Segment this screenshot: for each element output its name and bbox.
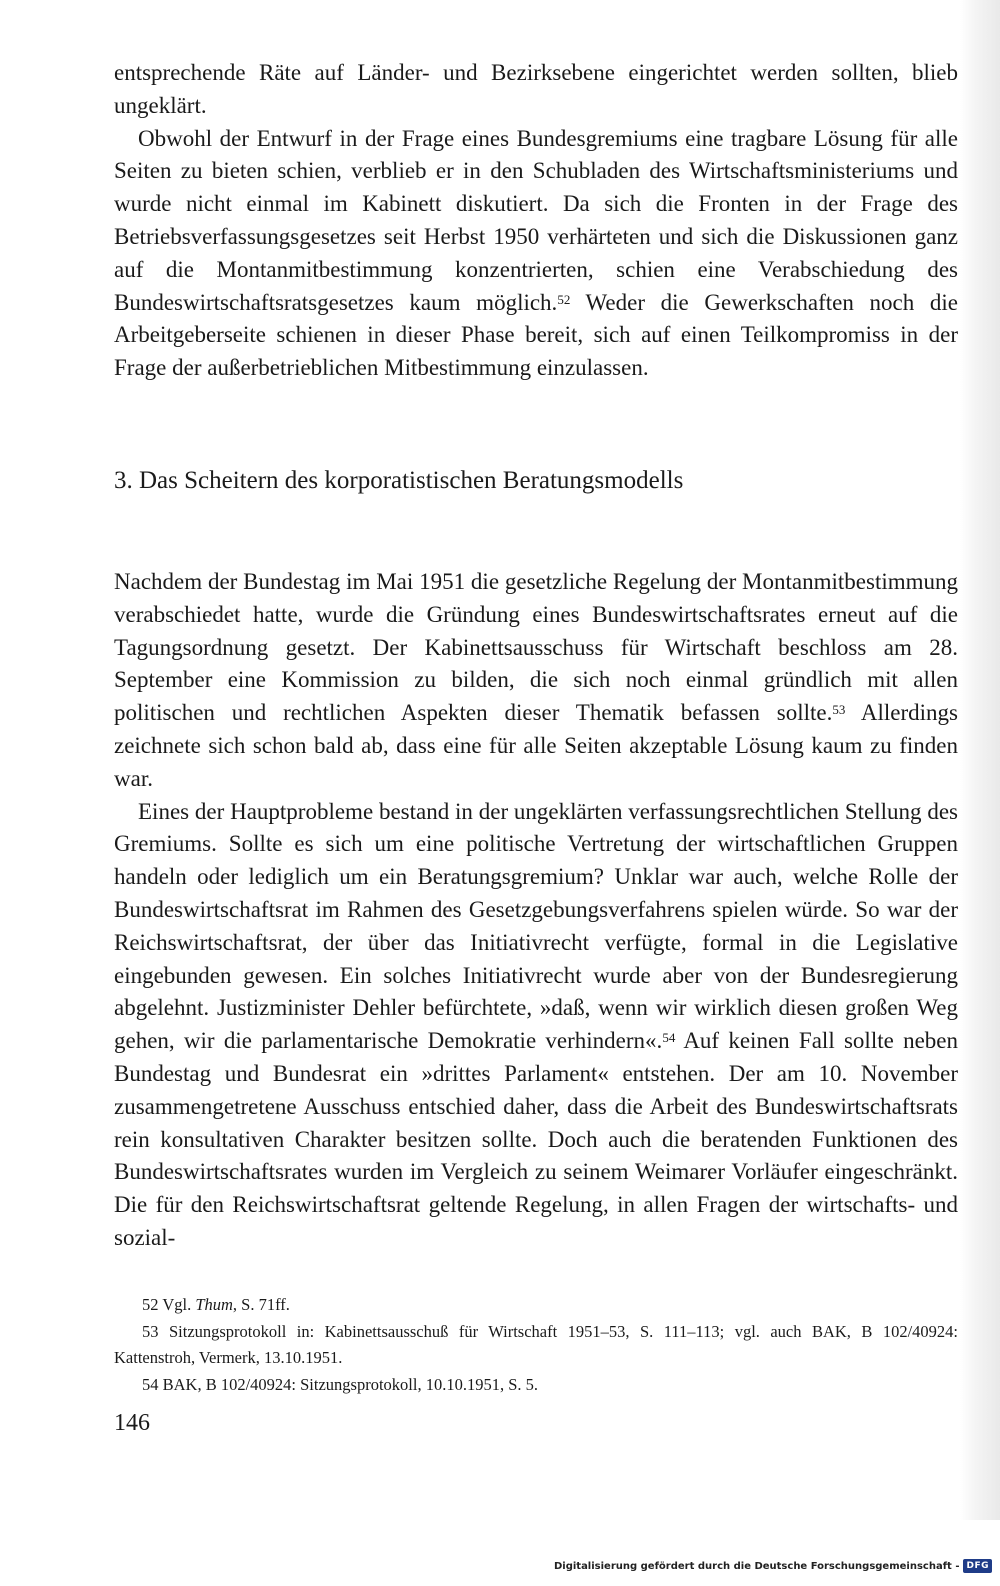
facing-page-edge bbox=[960, 0, 1000, 1520]
footnote-number: 52 bbox=[142, 1295, 159, 1314]
paragraph bbox=[114, 796, 958, 1255]
paragraph-text: Weder die Gewerkschaften noch die Arbeitgeberseite schienen in dieser Phase bereit, sich auf einen Teilkompromiss in der Frage der außerbetrieblichen Mitbestimmung einzulassen. bbox=[114, 289, 958, 381]
footnote bbox=[114, 1372, 958, 1399]
footnote-author: Thum bbox=[195, 1295, 233, 1314]
paragraph bbox=[114, 123, 958, 385]
page-number: 146 bbox=[114, 1410, 150, 1436]
paragraph bbox=[114, 566, 958, 796]
footnote-number: 53 bbox=[142, 1321, 159, 1341]
footnote bbox=[114, 1319, 958, 1372]
paragraph-text: Nachdem der Bundestag im Mai 1951 die gesetzliche Regelung der Montanmitbestimmung verabschiedet hatte, wurde die Gründung eines Bundeswirtschaftsrates erneut auf die Tagungsordnung gesetzt. Der Kabinettsausschuss für Wirtschaft beschloss am 28. September eine Kommission zu bilden, die sich noch einmal gründlich mit allen politischen und rechtlichen Aspekten dieser Thematik befassen sollte. bbox=[114, 569, 958, 726]
credit-text: Digitalisierung gefördert durch die Deutsche Forschungsgemeinschaft - bbox=[553, 1560, 960, 1572]
footnote-ref: 54 bbox=[662, 1030, 676, 1046]
footnote-ref: 52 bbox=[557, 291, 571, 307]
paragraph-text: Auf keinen Fall sollte neben Bundestag und Bundesrat ein »drittes Parlament« entstehen. Der am 10. November zusammengetretene Ausschuss entschied daher, dass die Arbeit des Bundeswirtschaftsrats rein konsultativen Charakter besitzen sollte. Doch auch die beratenden Funktionen des Bundeswirtschaftsrates wurden im Vergleich zu seinem Weimarer Vorläufer eingeschränkt. Die für den Reichswirtschaftsrat geltende Regelung, in allen Fragen der wirtschafts- und sozial- bbox=[114, 1028, 958, 1250]
text-block-top bbox=[114, 57, 958, 385]
paragraph-text: entsprechende Räte auf Länder- und Bezirksebene eingerichtet werden sollten, blieb ungeklärt. bbox=[114, 60, 958, 118]
footnote-text: BAK, B 102/40924: Sitzungsprotokoll, 10.10.1951, S. 5. bbox=[162, 1374, 539, 1394]
dfg-logo-icon: DFG bbox=[963, 1559, 992, 1573]
paragraph-text: Obwohl der Entwurf in der Frage eines Bundesgremiums eine tragbare Lösung für alle Seiten zu bieten schien, verblieb er in den Schubladen des Wirtschaftsministeriums und wurde nicht einmal im Kabinett diskutiert. Da sich die Fronten in der Frage des Betriebsverfassungsgesetzes seit Herbst 1950 verhärteten und sich die Diskussionen ganz auf die Montanmitbestimmung konzentrierten, schien eine Verabschiedung des Bundeswirtschaftsratsgesetzes kaum möglich. bbox=[114, 125, 958, 315]
footnote-text: Sitzungsprotokoll in: Kabinettsausschuß für Wirtschaft 1951–53, S. 111–113; vgl. auch BAK, B 102/40924: Kattenstroh, Vermerk, 13.10.1951. bbox=[114, 1321, 959, 1367]
text-block-main bbox=[114, 566, 958, 1255]
paragraph-text: Eines der Hauptprobleme bestand in der ungeklärten verfassungsrechtlichen Stellung des Gremiums. Sollte es sich um eine politische Vertretung der wirtschaftlichen Gruppen handeln oder lediglich um ein Beratungsgremium? Unklar war auch, welche Rolle der Bundeswirtschaftsrat im Rahmen des Gesetzgebungsverfahrens spielen würde. So war der Reichswirtschaftsrat, der über das Initiativrecht verfügte, formal in die Legislative eingebunden gewesen. Ein solches Initiativrecht wurde aber von der Bundesregierung abgelehnt. Justizminister Dehler befürchtete, »daß, wenn wir wirklich diesen großen Weg gehen, wir die parlamentarische Demokratie verhindern«. bbox=[114, 798, 958, 1054]
section-heading: 3. Das Scheitern des korporatistischen Beratungsmodells bbox=[114, 467, 684, 494]
footnote bbox=[114, 1292, 958, 1319]
footnote-ref: 53 bbox=[832, 702, 846, 718]
paragraph bbox=[114, 57, 958, 123]
paragraph-text: Allerdings zeichnete sich schon bald ab, dass eine für alle Seiten akzeptable Lösung kaum zu finden war. bbox=[114, 700, 958, 791]
footnotes bbox=[114, 1292, 958, 1398]
digitization-credit bbox=[554, 1554, 992, 1578]
footnote-text: Vgl. bbox=[162, 1295, 196, 1314]
footnote-text: , S. 71ff. bbox=[232, 1295, 290, 1314]
footnote-number: 54 bbox=[142, 1374, 159, 1394]
